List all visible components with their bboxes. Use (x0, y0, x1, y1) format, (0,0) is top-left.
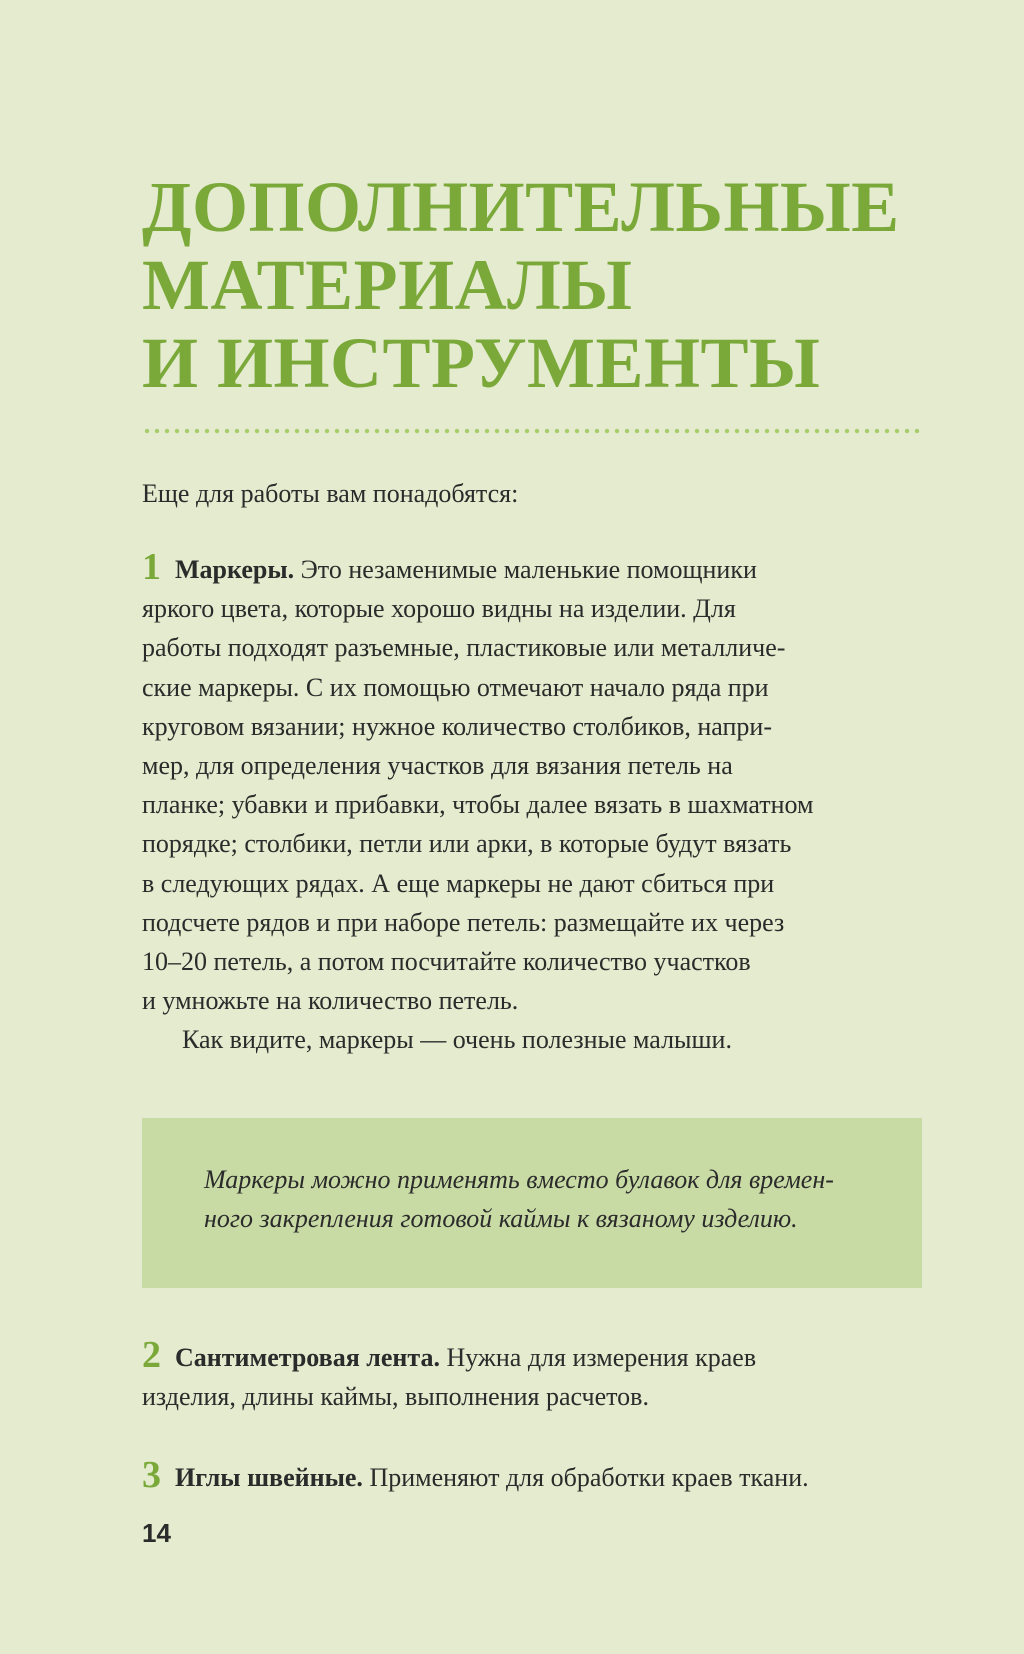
note-line: Маркеры можно применять вместо булавок для времен- (204, 1165, 834, 1194)
item-number: 2 (142, 1334, 161, 1376)
item-first-line (142, 548, 922, 589)
note-line: ного закрепления готовой каймы к вязаному изделию. (204, 1204, 798, 1233)
item-text-line: подсчете рядов и при наборе петель: размещайте их через (142, 907, 785, 937)
note-text (204, 1160, 834, 1238)
note-box (142, 1118, 922, 1288)
item-title: Сантиметровая лента. (175, 1343, 440, 1372)
item-text-line: планке; убавки и прибавки, чтобы далее вязать в шахматном (142, 790, 814, 820)
item-text-line: работы подходят разъемные, пластиковые или металличе- (142, 633, 786, 663)
item-text-line: круговом вязании; нужное количество столбиков, напри- (142, 711, 772, 741)
item-paragraph: Как видите, маркеры — очень полезные малыши. (182, 1025, 732, 1055)
list-item-sewing-needles (142, 1456, 922, 1497)
item-text: Применяют для обработки краев ткани. (362, 1463, 809, 1492)
title-line: И ИНСТРУМЕНТЫ (142, 323, 821, 403)
item-text: Нужна для измерения краев (439, 1343, 757, 1372)
item-title: Маркеры. (175, 555, 295, 584)
list-item-measuring-tape (142, 1336, 922, 1416)
title-line: ДОПОЛНИТЕЛЬНЫЕ (142, 167, 900, 247)
item-text-line: порядке; столбики, петли или арки, в которые будут вязать (142, 829, 792, 859)
item-text-line: 10–20 петель, а потом посчитайте количество участков (142, 947, 751, 977)
item-number: 1 (142, 546, 161, 588)
item-text-line: ские маркеры. С их помощью отмечают начало ряда при (142, 672, 769, 702)
item-first-line (142, 1336, 922, 1377)
title-line: МАТЕРИАЛЫ (142, 245, 633, 325)
item-number: 3 (142, 1454, 161, 1496)
page-title (142, 168, 900, 402)
item-title: Иглы швейные. (175, 1463, 363, 1492)
item-text-line: и умножьте на количество петель. (142, 986, 519, 1016)
item-text-line: в следующих рядах. А еще маркеры не дают сбиться при (142, 868, 775, 898)
intro-text: Еще для работы вам понадобятся: (142, 479, 519, 508)
item-text: Это незаменимые маленькие помощники (294, 555, 757, 584)
page-number: 14 (142, 1518, 171, 1548)
dotted-divider (142, 428, 922, 434)
list-item-markers (142, 548, 922, 1060)
item-text-line: мер, для определения участков для вязания петель на (142, 751, 733, 781)
item-text-line: изделия, длины каймы, выполнения расчетов. (142, 1382, 649, 1412)
item-first-line (142, 1456, 922, 1497)
item-text-line: яркого цвета, которые хорошо видны на изделии. Для (142, 594, 736, 624)
